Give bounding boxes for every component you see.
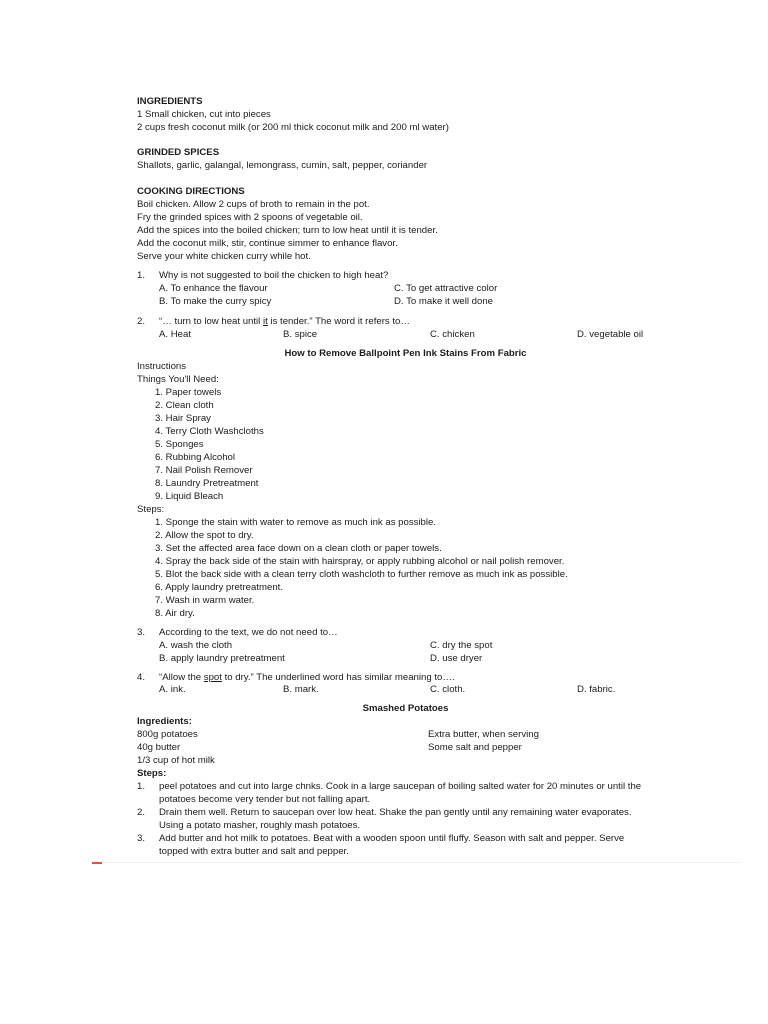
- direction-line: Boil chicken. Allow 2 cups of broth to remain in the pot.: [137, 199, 370, 210]
- question-4-option-d: D. fabric.: [577, 684, 616, 695]
- question-2-underlined-word: it: [262, 316, 268, 327]
- recipe-2-title: Smashed Potatoes: [362, 703, 449, 714]
- thing-item: 3. Hair Spray: [155, 413, 211, 424]
- thing-item: 9. Liquid Bleach: [155, 491, 224, 502]
- margin-mark: [92, 862, 102, 864]
- question-4-option-a: A. ink.: [159, 684, 186, 695]
- recipe-2-ingredient: Extra butter, when serving: [428, 729, 539, 740]
- question-3-option-c: C. dry the spot: [430, 640, 493, 651]
- direction-line: Add the spices into the boiled chicken; turn to low heat until it is tender.: [137, 225, 438, 236]
- question-3-option-d: D. use dryer: [430, 653, 483, 664]
- article-title: How to Remove Ballpoint Pen Ink Stains From Fabric: [284, 348, 527, 359]
- question-2-text: [159, 315, 410, 328]
- things-needed-label: Things You'll Need:: [137, 374, 219, 385]
- recipe-2-ingredient: 40g butter: [137, 742, 181, 753]
- step-item: 8. Air dry.: [155, 608, 195, 619]
- question-2-number: 2.: [137, 316, 146, 327]
- recipe-2-ingredient: 800g potatoes: [137, 729, 198, 740]
- question-2-option-d: D. vegetable oil: [577, 329, 644, 340]
- thing-item: 7. Nail Polish Remover: [155, 465, 253, 476]
- spices-line: Shallots, garlic, galangal, lemongrass, cumin, salt, pepper, coriander: [137, 160, 428, 171]
- question-3-text: According to the text, we do not need to…: [159, 627, 338, 638]
- direction-line: Serve your white chicken curry while hot.: [137, 251, 311, 262]
- ingredient-line: 2 cups fresh coconut milk (or 200 ml thick coconut milk and 200 ml water): [137, 122, 449, 133]
- thing-item: 2. Clean cloth: [155, 400, 214, 411]
- step-item: 1. Sponge the stain with water to remove as much ink as possible.: [155, 517, 437, 528]
- recipe-2-ingredient: 1/3 cup of hot milk: [137, 755, 215, 766]
- question-2-option-c: C. chicken: [430, 329, 475, 340]
- recipe-2-step-line: Using a potato masher, roughly mash potatoes.: [159, 820, 361, 831]
- step-item: 4. Spray the back side of the stain with hairspray, or apply rubbing alcohol or nail polish remover.: [155, 556, 565, 567]
- step-item: 3. Set the affected area face down on a clean cloth or paper towels.: [155, 543, 442, 554]
- recipe-2-step-number: 1.: [137, 781, 146, 792]
- thing-item: 8. Laundry Pretreatment: [155, 478, 259, 489]
- question-2-text-pre: “… turn to low heat until: [159, 316, 263, 327]
- steps-label: Steps:: [137, 504, 165, 515]
- spices-heading: GRINDED SPICES: [137, 147, 220, 158]
- question-4-underlined-word: spot: [203, 672, 222, 683]
- step-item: 7. Wash in warm water.: [155, 595, 255, 606]
- recipe-2-steps-heading: Steps:: [137, 768, 167, 779]
- recipe-2-ingredient: Some salt and pepper: [428, 742, 522, 753]
- step-item: 2. Allow the spot to dry.: [155, 530, 254, 541]
- question-1-number: 1.: [137, 270, 146, 281]
- direction-line: Fry the grinded spices with 2 spoons of vegetable oil.: [137, 212, 363, 223]
- question-3-option-a: A. wash the cloth: [159, 640, 233, 651]
- question-3-number: 3.: [137, 627, 146, 638]
- thing-item: 1. Paper towels: [155, 387, 222, 398]
- recipe-2-step-line: topped with extra butter and salt and pepper.: [159, 846, 349, 857]
- recipe-2-step-line: peel potatoes and cut into large chnks. Cook in a large saucepan of boiling salted water for 20 minutes or until the: [159, 781, 642, 792]
- recipe-2-step-line: Drain them well. Return to saucepan over low heat. Shake the pan gently until any remaining water evaporates.: [159, 807, 632, 818]
- thing-item: 4. Terry Cloth Washcloths: [155, 426, 264, 437]
- recipe-2-ingredients-heading: Ingredients:: [137, 716, 192, 727]
- thing-item: 6. Rubbing Alcohol: [155, 452, 236, 463]
- question-1-option-b: B. To make the curry spicy: [159, 296, 272, 307]
- step-item: 6. Apply laundry pretreatment.: [155, 582, 283, 593]
- question-2-text-post: is tender.” The word it refers to…: [267, 316, 410, 327]
- step-item: 5. Blot the back side with a clean terry cloth washcloth to further remove as much ink as possible.: [155, 569, 568, 580]
- question-4-text-pre: “Allow the: [159, 672, 204, 683]
- question-1-option-a: A. To enhance the flavour: [159, 283, 268, 294]
- directions-heading: COOKING DIRECTIONS: [137, 186, 245, 197]
- question-4-option-b: B. mark.: [283, 684, 319, 695]
- instructions-label: Instructions: [137, 361, 187, 372]
- question-2-option-b: B. spice: [283, 329, 318, 340]
- recipe-2-step-line: Add butter and hot milk to potatoes. Beat with a wooden spoon until fluffy. Season with salt and pepper. Serve: [159, 833, 625, 844]
- recipe-2-step-line: potatoes become very tender but not falling apart.: [159, 794, 371, 805]
- question-4-option-c: C. cloth.: [430, 684, 466, 695]
- thing-item: 5. Sponges: [155, 439, 204, 450]
- question-3-option-b: B. apply laundry pretreatment: [159, 653, 285, 664]
- question-4-number: 4.: [137, 672, 146, 683]
- question-4-text-post: to dry.” The underlined word has similar meaning to….: [221, 672, 455, 683]
- question-2-option-a: A. Heat: [159, 329, 191, 340]
- footer-rule: [100, 862, 740, 863]
- question-1-text: Why is not suggested to boil the chicken to high heat?: [159, 270, 389, 281]
- recipe-2-step-number: 2.: [137, 807, 146, 818]
- question-1-option-d: D. To make it well done: [394, 296, 494, 307]
- question-1-option-c: C. To get attractive color: [394, 283, 498, 294]
- direction-line: Add the coconut milk, stir, continue simmer to enhance flavor.: [137, 238, 398, 249]
- ingredients-heading: INGREDIENTS: [137, 96, 203, 107]
- ingredient-line: 1 Small chicken, cut into pieces: [137, 109, 271, 120]
- recipe-2-step-number: 3.: [137, 833, 146, 844]
